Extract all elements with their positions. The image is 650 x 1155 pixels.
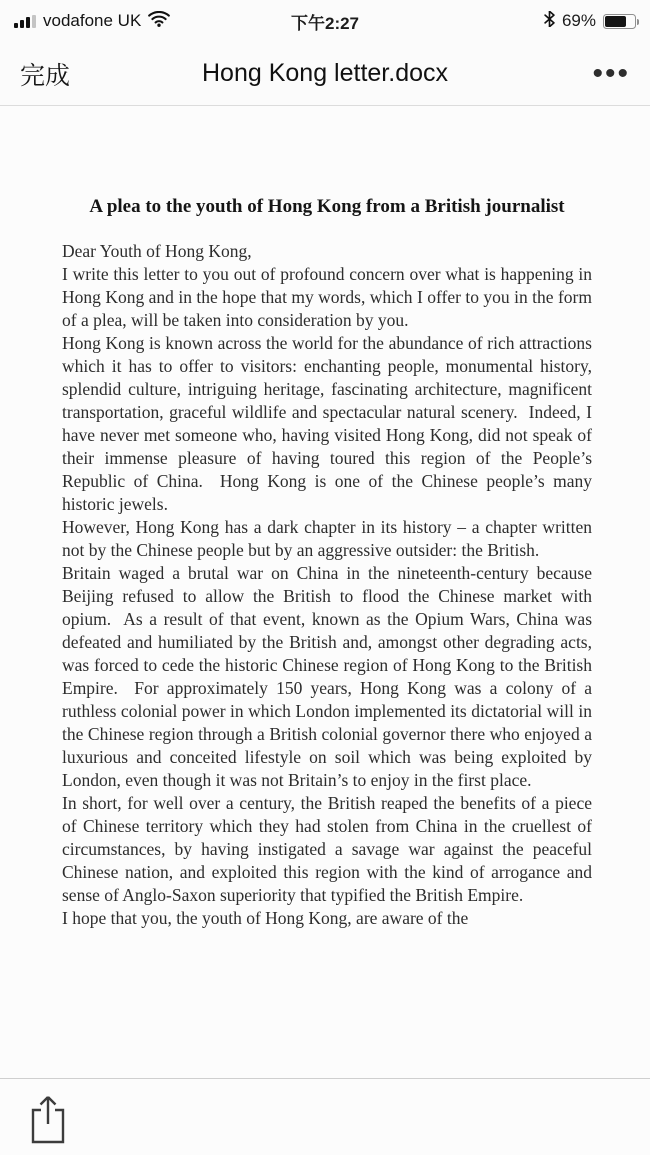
bottom-toolbar xyxy=(0,1078,650,1155)
document-scroll-area[interactable] xyxy=(0,106,650,1078)
letter-paragraph: I hope that you, the youth of Hong Kong, are aware of the xyxy=(62,908,469,928)
letter-title: A plea to the youth of Hong Kong from a British journalist xyxy=(89,196,565,217)
done-button[interactable]: 完成 xyxy=(20,61,71,90)
letter-paragraph: I write this letter to you out of profound concern over what is happening in Hong Kong and in the hope that my words, which I offer to you in the form of a plea, will be taken into consideration by you. xyxy=(62,264,597,330)
document-page xyxy=(0,106,650,930)
more-options-button[interactable]: ••• xyxy=(592,56,630,90)
clock-label: 下午2:27 xyxy=(290,13,360,33)
signal-bars-icon xyxy=(14,15,36,28)
status-bar xyxy=(0,0,650,42)
carrier-label: vodafone UK xyxy=(43,11,142,30)
share-icon xyxy=(26,1093,70,1148)
battery-icon xyxy=(603,14,636,29)
nav-bar xyxy=(0,42,650,106)
letter-paragraph: However, Hong Kong has a dark chapter in its history – a chapter written not by the Chinese people but by an aggressive outsider: the British. xyxy=(62,517,597,560)
letter-paragraph: Dear Youth of Hong Kong, xyxy=(62,241,252,261)
bluetooth-icon xyxy=(544,11,555,32)
document-filename-title: Hong Kong letter.docx xyxy=(202,59,448,87)
letter-paragraph: Hong Kong is known across the world for the abundance of rich attractions which it has to offer to visitors: enchanting people, monumental history, splendid culture, intriguing heritage, fascinating architecture, magnificent transportation, graceful wildlife and spectacular natural scenery. Indeed, I have never met someone who, having visited Hong Kong, did not speak of their immense pleasure of having toured this region of the People’s Republic of China. Hong Kong is one of the Chinese people’s many historic jewels. xyxy=(62,333,597,514)
wifi-icon xyxy=(148,11,170,32)
letter-paragraph: In short, for well over a century, the British reaped the benefits of a piece of Chinese territory which they had stolen from China in the cruellest of circumstances, by having instigated a savage war against the peaceful Chinese nation, and exploited this region with the kind of arrogance and sense of Anglo-Saxon superiority that typified the British Empire. xyxy=(62,793,597,905)
status-bar-right xyxy=(544,11,636,32)
share-button[interactable] xyxy=(26,1091,70,1143)
battery-percent-label: 69% xyxy=(561,11,596,30)
status-bar-left xyxy=(14,11,170,32)
letter-paragraph: Britain waged a brutal war on China in the nineteenth-century because Beijing refused to allow the British to flood the Chinese market with opium. As a result of that event, known as the Opium Wars, China was defeated and humiliated by the British and, amongst other degrading acts, was forced to cede the historic Chinese region of Hong Kong to the British Empire. For approximately 150 years, Hong Kong was a colony of a ruthless colonial power in which London implemented its dictatorial will in the Chinese region through a British colonial governor there who enjoyed a luxurious and conceited lifestyle on soil which was being exploited by London, even though it was not Britain’s to enjoy in the first place. xyxy=(62,563,597,790)
